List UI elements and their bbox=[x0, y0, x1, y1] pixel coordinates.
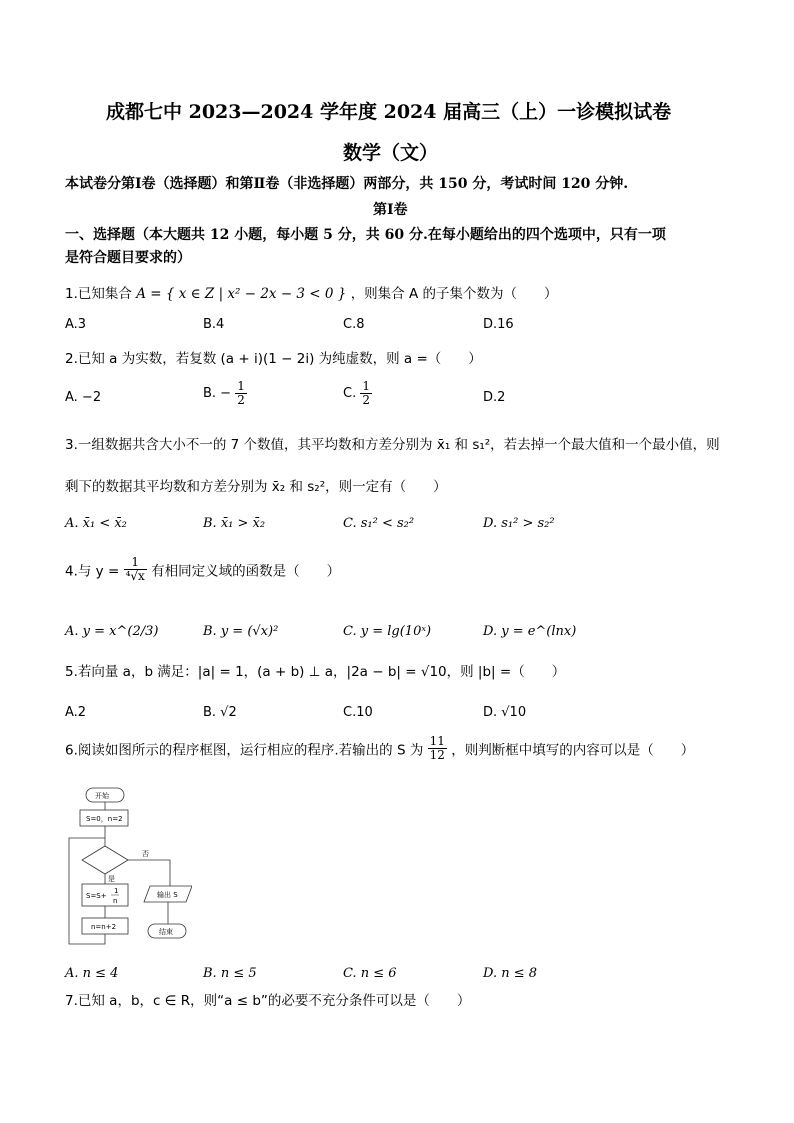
exam-title: 成都七中 2023—2024 学年度 2024 届高三（上）一诊模拟试卷 bbox=[106, 101, 672, 123]
q4-option-c: C. y = lg(10ˣ) bbox=[343, 624, 432, 639]
question-3-line2: 剩下的数据其平均数和方差分别为 x̄₂ 和 s₂²，则一定有（ ） bbox=[65, 479, 447, 495]
q1-set: A = { x ∈ Z | x² − 2x − 3 < 0 } bbox=[136, 286, 347, 302]
q3-option-a: A. x̄₁ < x̄₂ bbox=[65, 516, 127, 531]
q2-option-c-fraction bbox=[360, 380, 372, 407]
q3-option-c: C. s₁² < s₂² bbox=[343, 516, 415, 531]
q6-fraction bbox=[428, 735, 447, 762]
q1-option-a: A.3 bbox=[65, 317, 87, 332]
q2-option-b-label: B. − bbox=[203, 386, 232, 401]
q6-prefix: 6.阅读如图所示的程序框图，运行相应的程序.若输出的 S 为 bbox=[65, 742, 424, 759]
question-2: 2.已知 a 为实数，若复数 (a + i)(1 − 2i) 为纯虚数，则 a =（ ） bbox=[65, 351, 482, 367]
q2-option-b bbox=[203, 380, 247, 407]
flow-init-label: S=0，n=2 bbox=[86, 815, 123, 823]
q2-option-a: A. −2 bbox=[65, 390, 102, 405]
q4-prefix: 4.与 y = bbox=[65, 563, 120, 580]
question-1 bbox=[65, 282, 558, 302]
exam-intro: 本试卷分第Ⅰ卷（选择题）和第Ⅱ卷（非选择题）两部分，共 150 分，考试时间 120 分钟. bbox=[65, 176, 629, 192]
q4-option-a: A. y = x^(2/3) bbox=[65, 624, 159, 639]
q1-option-b: B.4 bbox=[203, 317, 225, 332]
q2-c-den: 2 bbox=[362, 393, 370, 407]
program-flowchart bbox=[62, 784, 192, 954]
q5-option-a: A.2 bbox=[65, 705, 87, 720]
flow-end-label: 结束 bbox=[159, 928, 173, 936]
q4-option-b: B. y = (√x)² bbox=[203, 624, 279, 639]
q2-option-c bbox=[343, 380, 372, 407]
q6-option-c: C. n ≤ 6 bbox=[343, 966, 397, 981]
flow-frac-den: n bbox=[113, 897, 118, 905]
flow-start-label: 开始 bbox=[95, 792, 109, 800]
q4-num: 1 bbox=[124, 556, 147, 570]
volume-label: 第Ⅰ卷 bbox=[373, 202, 408, 218]
q6-option-b: B. n ≤ 5 bbox=[203, 966, 257, 981]
q4-fraction bbox=[124, 556, 147, 583]
q4-suffix: 有相同定义域的函数是（ ） bbox=[151, 563, 341, 580]
q1-suffix: ，则集合 A 的子集个数为（ ） bbox=[350, 286, 558, 302]
q2-c-num: 1 bbox=[362, 379, 370, 393]
question-4 bbox=[65, 556, 340, 583]
q5-option-d: D. √10 bbox=[483, 705, 527, 720]
flow-output-label: 输出 S bbox=[157, 891, 178, 899]
subject-title: 数学（文） bbox=[343, 142, 439, 164]
q1-option-d: D.16 bbox=[483, 317, 514, 332]
question-3-line1: 3.一组数据共含大小不一的 7 个数值，其平均数和方差分别为 x̄₁ 和 s₁²，若去掉一个最大值和一个最小值，则 bbox=[65, 437, 720, 453]
question-6 bbox=[65, 735, 694, 762]
q2-option-c-label: C. bbox=[343, 386, 357, 401]
section-heading-line1: 一、选择题（本大题共 12 小题，每小题 5 分，共 60 分.在每小题给出的四个选项中，只有一项 bbox=[65, 227, 666, 243]
flow-no-label: 否 bbox=[142, 850, 149, 858]
q4-den: ⁴√x bbox=[125, 569, 145, 583]
q3-option-b: B. x̄₁ > x̄₂ bbox=[203, 516, 266, 531]
question-7: 7.已知 a，b，c ∈ R，则“a ≤ b”的必要不充分条件可以是（ ） bbox=[65, 993, 471, 1009]
q6-num: 11 bbox=[429, 734, 445, 748]
q4-option-d: D. y = e^(lnx) bbox=[483, 624, 577, 639]
q6-den: 12 bbox=[429, 748, 445, 762]
q6-option-d: D. n ≤ 8 bbox=[483, 966, 538, 981]
flow-update-s-label: S=S+ bbox=[86, 892, 107, 900]
flow-yes-label: 是 bbox=[108, 875, 115, 883]
flow-frac-num: 1 bbox=[114, 887, 119, 895]
q5-option-b: B. √2 bbox=[203, 705, 237, 720]
q2-option-b-fraction bbox=[235, 380, 247, 407]
flow-update-n-label: n=n+2 bbox=[91, 923, 117, 931]
q2-b-den: 2 bbox=[237, 393, 245, 407]
q1-option-c: C.8 bbox=[343, 317, 365, 332]
q6-option-a: A. n ≤ 4 bbox=[65, 966, 119, 981]
q2-b-num: 1 bbox=[237, 379, 245, 393]
section-heading-line2: 是符合题目要求的） bbox=[65, 250, 191, 266]
q6-suffix: ，则判断框中填写的内容可以是（ ） bbox=[451, 742, 695, 759]
q2-option-d: D.2 bbox=[483, 390, 506, 405]
flow-decision-diamond bbox=[82, 846, 128, 874]
q1-prefix: 1.已知集合 bbox=[65, 286, 132, 302]
q3-option-d: D. s₁² > s₂² bbox=[483, 516, 555, 531]
q5-option-c: C.10 bbox=[343, 705, 373, 720]
question-5: 5.若向量 a，b 满足：|a| = 1，(a + b) ⊥ a，|2a − b| = √10，则 |b| =（ ） bbox=[65, 664, 566, 680]
